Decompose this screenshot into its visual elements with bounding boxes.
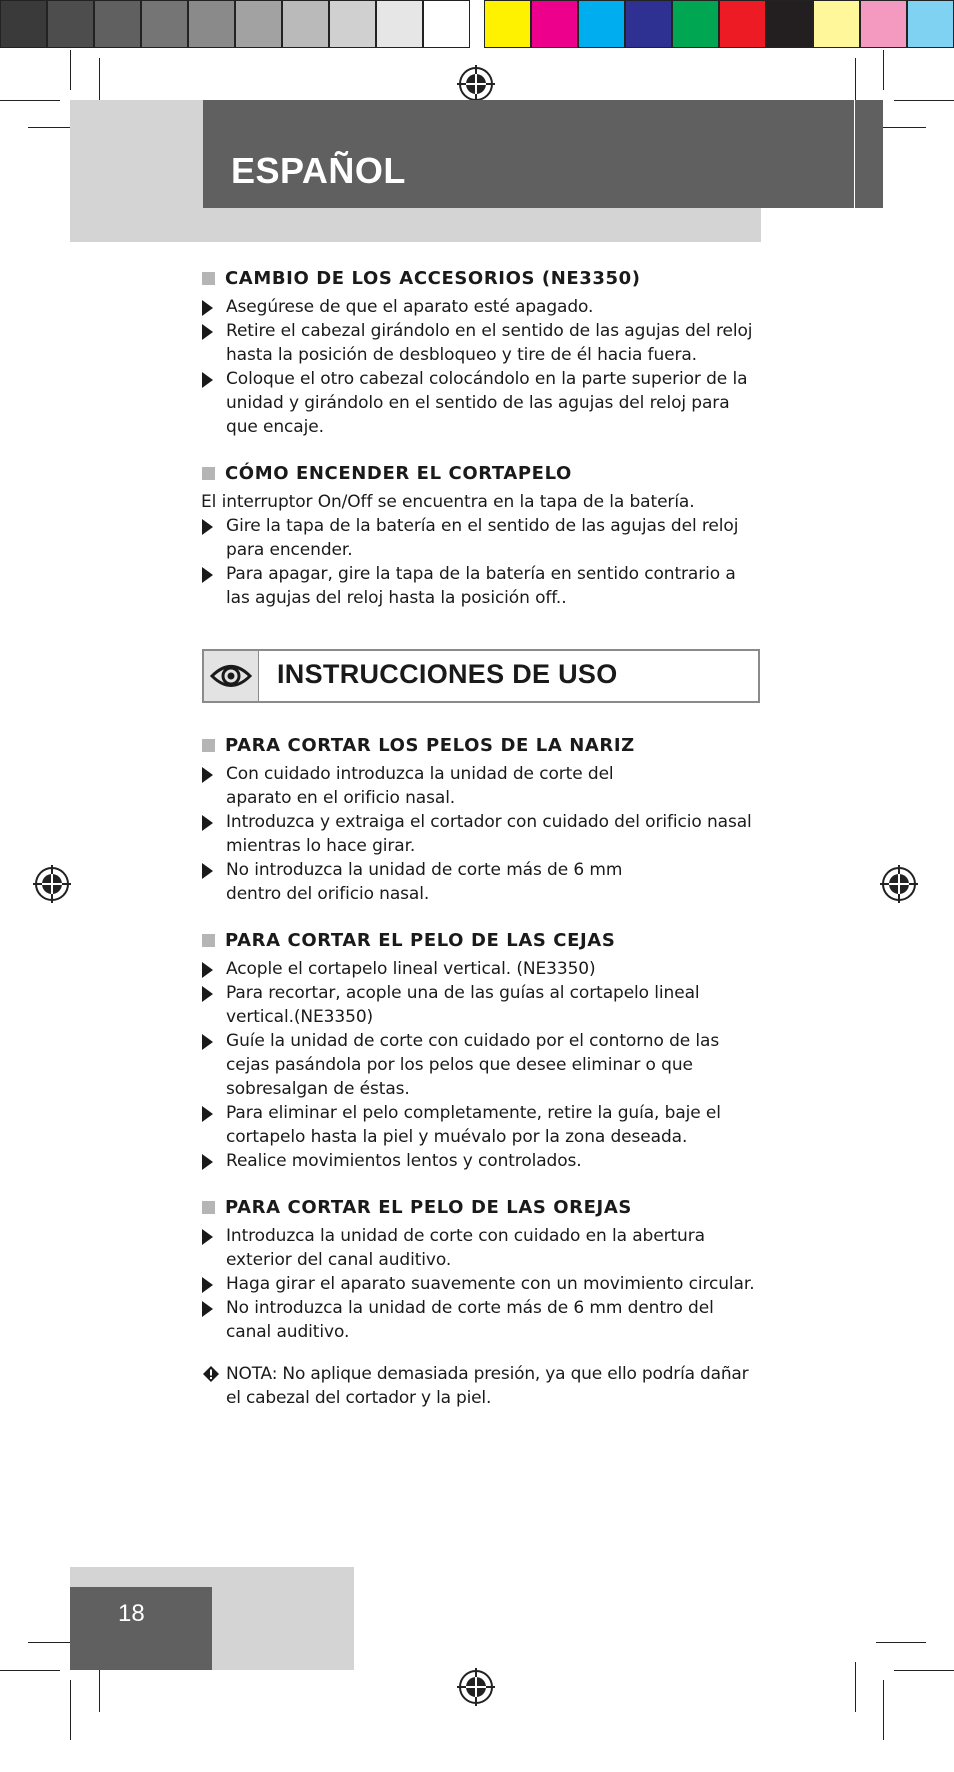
- section-heading: [202, 733, 762, 757]
- warning-diamond-icon: [202, 1365, 220, 1383]
- color-swatch: [423, 0, 470, 48]
- crop-mark: [894, 1670, 954, 1671]
- color-swatch: [235, 0, 282, 48]
- list-item: Realice movimientos lentos y controlados.: [202, 1149, 762, 1173]
- crop-mark: [70, 50, 71, 90]
- square-bullet-icon: [202, 467, 215, 480]
- color-swatch: [329, 0, 376, 48]
- color-swatch: [376, 0, 423, 48]
- triangle-bullet-icon: [202, 567, 213, 583]
- triangle-bullet-icon: [202, 986, 213, 1002]
- section-heading-text: PARA CORTAR LOS PELOS DE LA NARIZ: [225, 734, 635, 756]
- section-nose: [202, 733, 762, 906]
- triangle-bullet-icon: [202, 519, 213, 535]
- section-heading: [202, 928, 762, 952]
- list-item: Para apagar, gire la tapa de la batería en sentido contrario a las agujas del reloj hasta la posición off..: [202, 562, 762, 610]
- eye-icon: [204, 651, 258, 701]
- section-heading-text: PARA CORTAR EL PELO DE LAS CEJAS: [225, 929, 616, 951]
- triangle-bullet-icon: [202, 372, 213, 388]
- registration-mark-icon: [880, 865, 918, 903]
- registration-mark-icon: [33, 865, 71, 903]
- color-calibration-bar: [0, 0, 954, 50]
- section-heading-text: PARA CORTAR EL PELO DE LAS OREJAS: [225, 1196, 632, 1218]
- triangle-bullet-icon: [202, 1034, 213, 1050]
- section-heading-text: CAMBIO DE LOS ACCESORIOS (NE3350): [225, 267, 641, 289]
- list-item: Introduzca la unidad de corte con cuidado en la abertura exterior del canal auditivo.: [202, 1224, 762, 1272]
- triangle-bullet-icon: [202, 300, 213, 316]
- color-swatch: [860, 0, 907, 48]
- note-paragraph: [202, 1362, 762, 1410]
- square-bullet-icon: [202, 1201, 215, 1214]
- list-item: Coloque el otro cabezal colocándolo en la parte superior de la unidad y girándolo en el sentido de las agujas del reloj para que encaje.: [202, 367, 762, 439]
- square-bullet-icon: [202, 934, 215, 947]
- triangle-bullet-icon: [202, 1301, 213, 1317]
- section-power-on: [202, 461, 762, 610]
- color-swatch: [531, 0, 578, 48]
- triangle-bullet-icon: [202, 1277, 213, 1293]
- color-swatch: [625, 0, 672, 48]
- color-swatch: [188, 0, 235, 48]
- crop-mark: [883, 1680, 884, 1740]
- color-swatch: [719, 0, 766, 48]
- crop-mark: [883, 50, 884, 90]
- list-item: No introduzca la unidad de corte más de 6 mm dentro del canal auditivo.: [202, 1296, 762, 1344]
- crop-mark: [0, 1670, 60, 1671]
- crop-mark: [855, 1662, 856, 1712]
- section-heading-text: CÓMO ENCENDER EL CORTAPELO: [225, 462, 572, 484]
- note: [202, 1362, 762, 1410]
- crop-mark: [876, 127, 926, 128]
- list-item: Gire la tapa de la batería en el sentido de las agujas del reloj para encender.: [202, 514, 762, 562]
- triangle-bullet-icon: [202, 767, 213, 783]
- color-swatch: [0, 0, 47, 48]
- triangle-bullet-icon: [202, 815, 213, 831]
- list-item: Haga girar el aparato suavemente con un movimiento circular.: [202, 1272, 762, 1296]
- note-text: NOTA: No aplique demasiada presión, ya que ello podría dañar el cabezal del cortador y la piel.: [226, 1364, 749, 1408]
- triangle-bullet-icon: [202, 324, 213, 340]
- registration-mark-icon: [457, 65, 495, 103]
- triangle-bullet-icon: [202, 962, 213, 978]
- list-item: No introduzca la unidad de corte más de 6 mm dentro del orificio nasal.: [202, 858, 762, 906]
- registration-mark-icon: [457, 1668, 495, 1706]
- section-eyebrows: [202, 928, 762, 1173]
- list-item: Con cuidado introduzca la unidad de corte del aparato en el orificio nasal.: [202, 762, 762, 810]
- color-swatch: [766, 0, 813, 48]
- main-content: [202, 266, 762, 610]
- page-number: 18: [118, 1600, 145, 1627]
- color-swatch: [282, 0, 329, 48]
- crop-mark: [70, 1680, 71, 1740]
- list-item: Para eliminar el pelo completamente, retire la guía, baje el cortapelo hasta la piel y muévalo por la zona deseada.: [202, 1101, 762, 1149]
- section-ears: [202, 1195, 762, 1344]
- header-band-edge: [855, 100, 883, 208]
- color-swatch: [813, 0, 860, 48]
- square-bullet-icon: [202, 272, 215, 285]
- list-item: Guíe la unidad de corte con cuidado por el contorno de las cejas pasándola por los pelos que desee eliminar o que sobresalgan de éstas.: [202, 1029, 762, 1101]
- bullet-list: [202, 762, 762, 906]
- list-item: Acople el cortapelo lineal vertical. (NE3350): [202, 957, 762, 981]
- crop-mark: [876, 1642, 926, 1643]
- color-swatch: [578, 0, 625, 48]
- color-swatch: [94, 0, 141, 48]
- page-title: ESPAÑOL: [231, 150, 406, 191]
- crop-mark: [894, 100, 954, 101]
- section-heading: [202, 461, 762, 485]
- crop-mark: [0, 100, 60, 101]
- section-intro: El interruptor On/Off se encuentra en la tapa de la batería.: [201, 492, 695, 512]
- bullet-list: [202, 1224, 762, 1344]
- instructions-content: [202, 733, 762, 1344]
- color-swatch: [141, 0, 188, 48]
- color-swatch: [907, 0, 954, 48]
- triangle-bullet-icon: [202, 1106, 213, 1122]
- color-swatch: [484, 0, 531, 48]
- square-bullet-icon: [202, 739, 215, 752]
- instructions-icon-cell: [204, 651, 259, 701]
- list-item: Retire el cabezal girándolo en el sentido de las agujas del reloj hasta la posición de desbloqueo y tire de él hacia fuera.: [202, 319, 762, 367]
- color-swatch: [47, 0, 94, 48]
- list-item: Asegúrese de que el aparato esté apagado.: [202, 295, 762, 319]
- bullet-list: [202, 295, 762, 439]
- triangle-bullet-icon: [202, 863, 213, 879]
- triangle-bullet-icon: [202, 1229, 213, 1245]
- list-item: Introduzca y extraiga el cortador con cuidado del orificio nasal mientras lo hace girar.: [202, 810, 762, 858]
- instructions-title: INSTRUCCIONES DE USO: [277, 659, 618, 689]
- triangle-bullet-icon: [202, 1154, 213, 1170]
- color-swatch: [672, 0, 719, 48]
- bullet-list: [202, 957, 762, 1173]
- instructions-header-box: [202, 649, 760, 703]
- bullet-list: [202, 514, 762, 610]
- list-item: Para recortar, acople una de las guías al cortapelo lineal vertical.(NE3350): [202, 981, 762, 1029]
- section-heading: [202, 266, 762, 290]
- section-heading: [202, 1195, 762, 1219]
- section-accessories: [202, 266, 762, 439]
